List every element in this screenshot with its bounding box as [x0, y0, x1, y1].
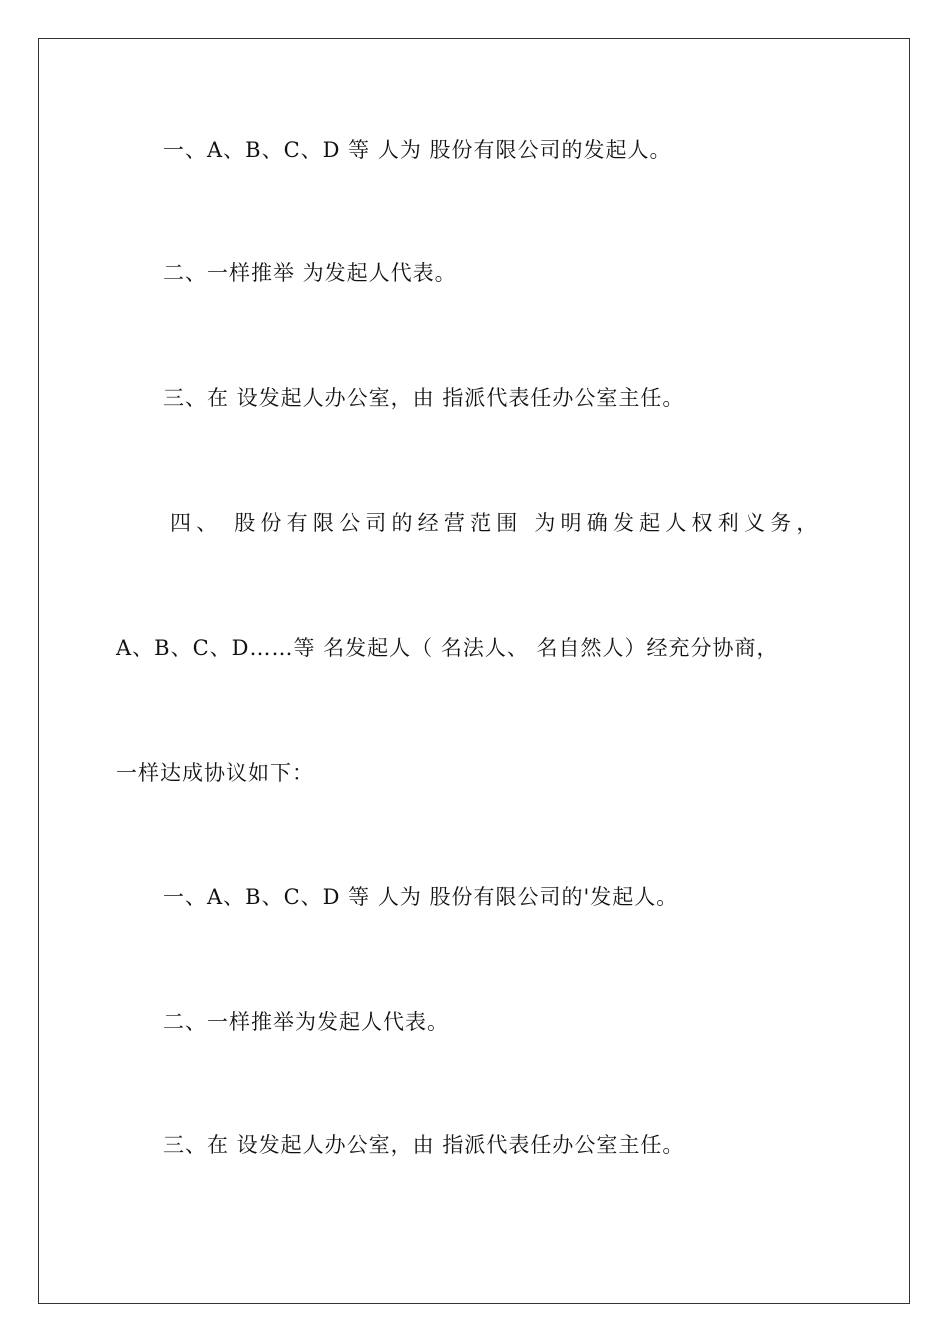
paragraph-line-8: 二、一样推举为发起人代表。 — [163, 1010, 449, 1034]
paragraph-line-9: 三、在 设发起人办公室，由 指派代表任办公室主任。 — [163, 1133, 685, 1157]
paragraph-line-4: 四、 股份有限公司的经营范围 为明确发起人权利义务， — [170, 511, 823, 535]
paragraph-line-7: 一、A、B、C、D 等 人为 股份有限公司的'发起人。 — [163, 885, 679, 909]
paragraph-line-5: A、B、C、D……等 名发起人（ 名法人、 名自然人）经充分协商， — [116, 636, 779, 660]
paragraph-line-1: 一、A、B、C、D 等 人为 股份有限公司的发起人。 — [163, 138, 672, 162]
paragraph-line-3: 三、在 设发起人办公室，由 指派代表任办公室主任。 — [163, 386, 685, 410]
paragraph-line-6: 一样达成协议如下： — [116, 761, 314, 785]
paragraph-line-2: 二、一样推举 为发起人代表。 — [163, 261, 457, 285]
page-frame — [38, 38, 910, 1304]
